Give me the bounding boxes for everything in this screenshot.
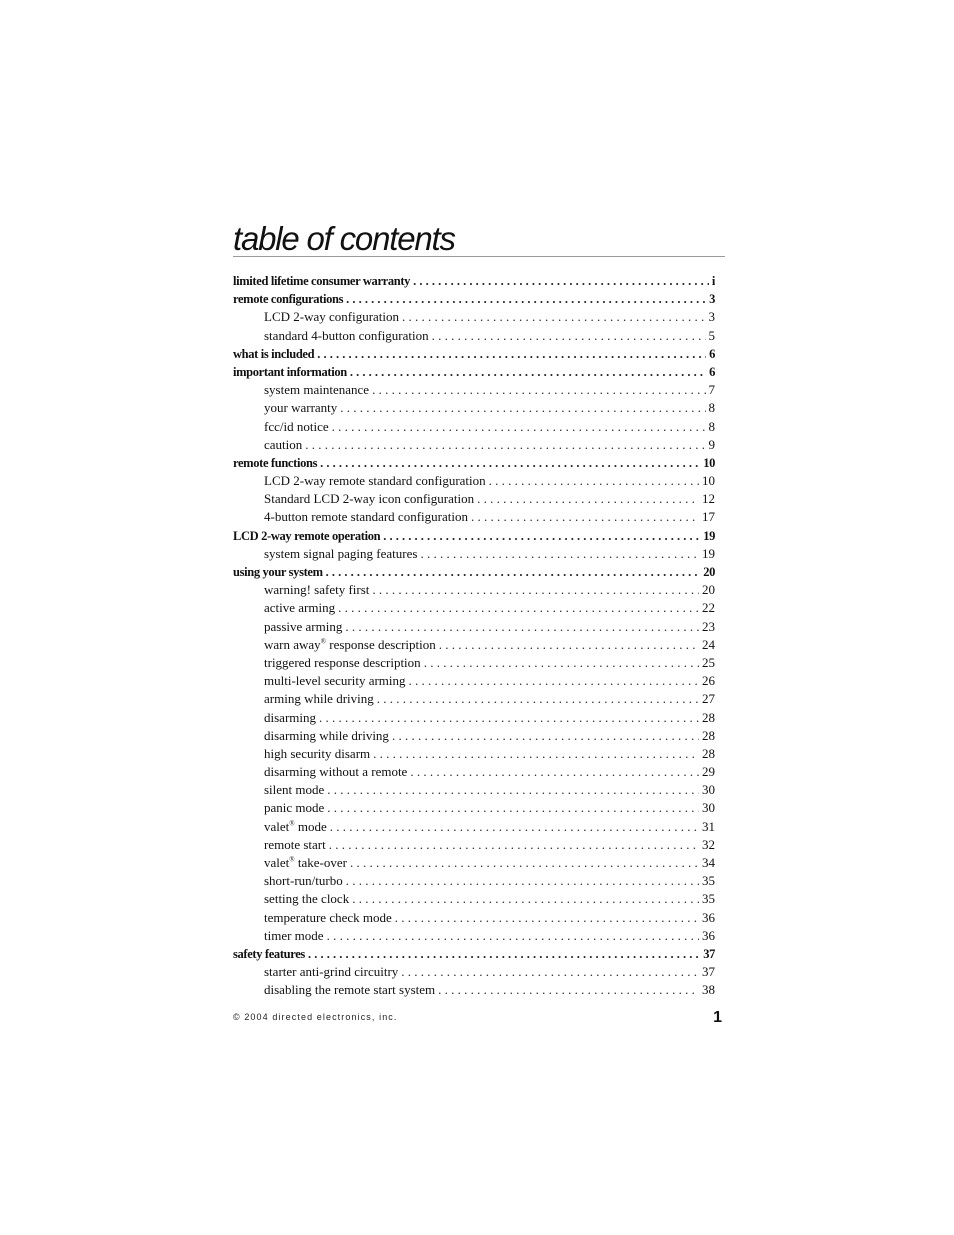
toc-entry-page: 12 [702,491,715,507]
toc-entry-title [264,636,436,654]
toc-entry-title-suffix: mode [294,818,327,834]
toc-entry-title [264,799,324,817]
toc-entry-title [233,945,305,963]
dot-leader [327,927,699,945]
toc-entry-title-text: using your system [233,565,323,579]
toc-entry-page: 19 [703,528,715,543]
toc-entry-title [264,963,398,981]
toc-entry [233,381,715,399]
toc-entry-page: 35 [702,873,715,889]
toc-entry-title-text: short-run/turbo [264,873,343,889]
toc-entry-title-text: standard 4-button configuration [264,327,429,343]
toc-entry-page: 29 [702,764,715,780]
toc-entry-title [233,290,343,308]
dot-leader [439,636,699,654]
toc-entry-title [264,909,392,927]
dot-leader [424,654,699,672]
toc-entry-title-suffix: take-over [294,855,347,870]
table-of-contents [233,272,715,1000]
toc-entry-title-text: disarming while driving [264,727,389,743]
toc-entry-title-text: valet [264,855,290,870]
toc-entry-title-text: panic mode [264,800,325,816]
dot-leader [345,618,699,636]
dot-leader [329,836,699,854]
toc-entry-page: 38 [702,982,715,998]
toc-entry-title [264,399,337,417]
registered-mark: ® [320,637,326,646]
toc-entry-title [264,490,474,508]
toc-entry-title [233,272,410,290]
toc-entry-page: 30 [702,782,715,798]
toc-entry-page: 20 [703,565,715,579]
toc-entry-title-text: high security disarm [264,745,371,761]
toc-entry-title [264,327,429,345]
toc-entry [233,472,715,490]
dot-leader [319,709,699,727]
toc-entry-title-text: remote functions [233,455,318,470]
toc-entry-page: 23 [702,618,715,634]
dot-leader [327,781,699,799]
toc-entry [233,436,715,454]
toc-entry-title [233,527,380,545]
toc-entry [233,490,715,508]
toc-entry-page: 17 [702,509,715,525]
toc-entry-title [264,854,347,872]
toc-entry-page: 9 [708,436,715,452]
dot-leader [401,963,699,981]
toc-entry [233,290,715,308]
toc-entry-title [264,508,468,526]
dot-leader [489,472,699,490]
dot-leader [471,508,699,526]
toc-entry [233,599,715,617]
toc-entry-title-text: caution [264,436,303,452]
dot-leader [326,563,701,581]
toc-entry [233,818,715,836]
toc-entry-title [264,672,406,690]
toc-entry-title [264,418,329,436]
toc-entry-title-text: timer mode [264,927,324,943]
toc-entry-page: 26 [702,673,715,689]
toc-entry-page: 36 [702,909,715,925]
toc-entry-title [264,927,324,945]
toc-entry [233,872,715,890]
toc-entry-title [264,763,407,781]
toc-entry-title [264,545,417,563]
toc-entry-page: 30 [702,800,715,816]
dot-leader [402,308,705,326]
dot-leader [413,272,709,290]
toc-entry [233,709,715,727]
toc-entry-page: 28 [702,745,715,761]
toc-entry [233,654,715,672]
toc-entry [233,672,715,690]
dot-leader [340,399,705,417]
toc-entry [233,945,715,963]
toc-entry-title [264,436,302,454]
toc-entry-title-text: what is included [233,346,315,361]
toc-entry [233,636,715,654]
toc-entry-title [233,454,317,472]
registered-mark: ® [289,819,295,828]
toc-entry-title-text: fcc/id notice [264,418,329,434]
dot-leader [410,763,699,781]
toc-entry-title-text: triggered response description [264,654,421,670]
toc-entry-title [264,709,316,727]
toc-entry-title [233,345,314,363]
toc-entry [233,581,715,599]
toc-entry [233,781,715,799]
toc-entry-page: 36 [702,927,715,943]
toc-entry [233,927,715,945]
toc-entry [233,399,715,417]
toc-entry-title-text: disabling the remote start system [264,982,436,998]
toc-entry-title [233,563,323,581]
dot-leader [477,490,699,508]
toc-entry-title-text: 4-button remote standard configuration [264,509,468,525]
toc-entry [233,690,715,708]
toc-entry [233,308,715,326]
footer-page-number: 1 [713,1009,722,1026]
dot-leader [372,381,705,399]
toc-entry [233,345,715,363]
toc-entry-title [264,654,421,672]
toc-entry [233,799,715,817]
toc-entry-page: 5 [708,327,715,343]
dot-leader [346,872,699,890]
page-title: table of contents [233,222,725,257]
dot-leader [308,945,700,963]
dot-leader [392,727,699,745]
registered-mark: ® [289,855,295,864]
toc-entry-title-text: Standard LCD 2-way icon configuration [264,491,475,507]
toc-entry-title-text: silent mode [264,782,325,798]
toc-entry-title [264,781,324,799]
dot-leader [332,418,706,436]
toc-entry [233,454,715,472]
toc-entry-title [264,581,369,599]
toc-entry-page: 3 [708,309,715,325]
dot-leader [373,745,699,763]
dot-leader [352,890,699,908]
toc-entry-title-text: valet [264,818,290,834]
toc-entry-title-text: warn away [264,636,321,652]
toc-entry-page: 37 [703,946,715,961]
toc-entry-title-text: passive arming [264,618,343,634]
dot-leader [305,436,705,454]
toc-entry-title-text: safety features [233,946,305,961]
toc-entry-page: 8 [708,400,715,416]
dot-leader [395,909,699,927]
toc-entry-title-text: multi-level security arming [264,673,406,689]
toc-entry-title-text: disarming [264,709,316,725]
toc-entry [233,363,715,381]
toc-entry-page: 25 [702,654,715,670]
dot-leader [320,454,700,472]
toc-entry-title-text: system maintenance [264,382,370,398]
toc-entry-title [264,599,335,617]
toc-entry [233,745,715,763]
toc-entry-title-text: warning! safety first [264,582,370,598]
toc-entry-page: 3 [709,292,715,307]
toc-entry [233,508,715,526]
dot-leader [346,290,706,308]
toc-entry-title [264,890,349,908]
toc-entry-title [264,690,374,708]
toc-entry-page: 19 [702,545,715,561]
toc-entry-title-text: LCD 2-way configuration [264,309,400,325]
toc-entry [233,763,715,781]
toc-entry-title-text: important information [233,364,347,379]
dot-leader [330,818,699,836]
dot-leader [317,345,706,363]
toc-entry-title [264,618,342,636]
dot-leader [377,690,699,708]
toc-entry [233,981,715,999]
toc-entry-title-text: setting the clock [264,891,350,907]
toc-entry [233,854,715,872]
toc-entry [233,963,715,981]
toc-entry-title-text: LCD 2-way remote operation [233,528,381,543]
toc-entry-title-text: temperature check mode [264,909,392,925]
toc-entry-page: 28 [702,727,715,743]
toc-entry-page: 37 [702,964,715,980]
toc-entry-page: 24 [702,636,715,652]
toc-entry-title-text: arming while driving [264,691,374,707]
toc-entry [233,418,715,436]
toc-entry [233,563,715,581]
dot-leader [409,672,699,690]
dot-leader [438,981,699,999]
toc-entry-title-text: remote configurations [233,292,344,307]
toc-entry-title-text: remote start [264,836,326,852]
toc-entry-title-suffix: response description [326,636,436,652]
toc-entry-title [264,381,369,399]
toc-entry [233,272,715,290]
dot-leader [350,854,699,872]
dot-leader [420,545,699,563]
toc-entry-title [264,981,435,999]
toc-entry [233,909,715,927]
toc-entry [233,545,715,563]
toc-entry-title [264,727,389,745]
toc-entry-page: 10 [702,473,715,489]
toc-entry-page: 6 [709,364,715,379]
toc-entry-page: 6 [709,346,715,361]
toc-entry-page: 22 [702,600,715,616]
toc-entry-title [233,363,347,381]
dot-leader [327,799,699,817]
footer-copyright: © 2004 directed electronics, inc. [233,1012,398,1022]
toc-entry [233,836,715,854]
toc-entry-page: 20 [702,582,715,598]
toc-entry-page: 28 [702,709,715,725]
toc-entry-title [264,472,486,490]
toc-entry-title-text: limited lifetime consumer warranty [233,274,411,288]
dot-leader [432,327,706,345]
toc-entry-page: 31 [702,818,715,834]
toc-entry-page: i [711,274,715,288]
toc-entry [233,618,715,636]
toc-entry [233,327,715,345]
toc-entry-page: 8 [708,418,715,434]
toc-entry [233,527,715,545]
toc-entry [233,890,715,908]
toc-entry-title-text: your warranty [264,400,338,416]
toc-entry-title [264,872,343,890]
toc-entry-title [264,745,370,763]
toc-entry-title-text: starter anti-grind circuitry [264,964,399,980]
toc-entry-title [264,836,326,854]
toc-entry-page: 10 [703,455,715,470]
toc-entry-title-text: LCD 2-way remote standard configuration [264,473,486,489]
toc-entry-title-text: active arming [264,600,336,616]
dot-leader [372,581,699,599]
toc-entry-page: 35 [702,891,715,907]
toc-entry-title [264,308,399,326]
toc-entry-title-text: disarming without a remote [264,764,408,780]
dot-leader [383,527,700,545]
toc-entry-page: 27 [702,691,715,707]
toc-entry-title [264,818,327,836]
dot-leader [350,363,706,381]
toc-entry-page: 32 [702,836,715,852]
toc-entry-title-text: system signal paging features [264,545,418,561]
toc-entry [233,727,715,745]
toc-entry-page: 7 [708,382,715,398]
dot-leader [338,599,699,617]
toc-entry-page: 34 [702,855,715,870]
